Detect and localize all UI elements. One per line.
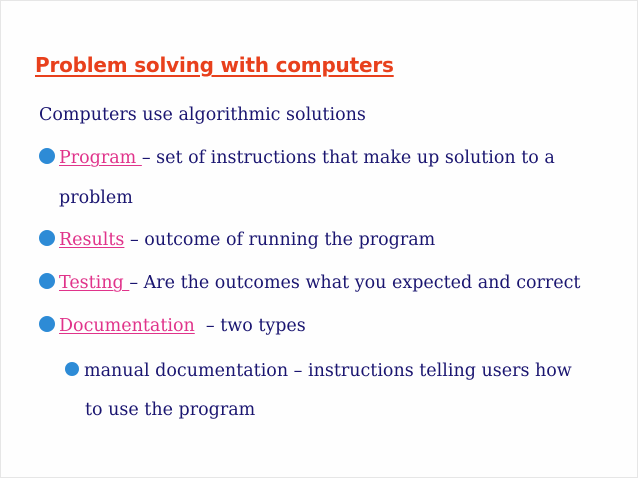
item-description: – two types [194, 316, 306, 336]
intro-text: Computers use algorithmic solutions [39, 105, 366, 125]
bullet-item-program-continued: problem [59, 188, 133, 208]
item-description: – outcome of running the program [124, 230, 436, 250]
term-testing: Testing [59, 273, 130, 293]
sub-bullet-item-manual-continued: to use the program [85, 400, 256, 420]
slide-title: Problem solving with computers [35, 53, 394, 77]
sub-item-text: manual documentation – instructions telling users how [84, 361, 572, 381]
item-description: – Are the outcomes what you expected and correct [129, 273, 581, 293]
item-description: – set of instructions that make up solution to a [141, 148, 555, 168]
term-results: Results [59, 230, 125, 250]
bullet-icon [39, 148, 55, 164]
bullet-item-testing [39, 273, 580, 293]
term-program: Program [59, 148, 142, 168]
bullet-icon [65, 362, 79, 376]
term-documentation: Documentation [59, 316, 195, 336]
bullet-item-results [39, 230, 435, 250]
bullet-icon [39, 273, 55, 289]
bullet-item-documentation [39, 316, 306, 336]
sub-bullet-item-manual [65, 361, 572, 381]
bullet-item-program [39, 148, 555, 168]
bullet-icon [39, 230, 55, 246]
bullet-icon [39, 316, 55, 332]
